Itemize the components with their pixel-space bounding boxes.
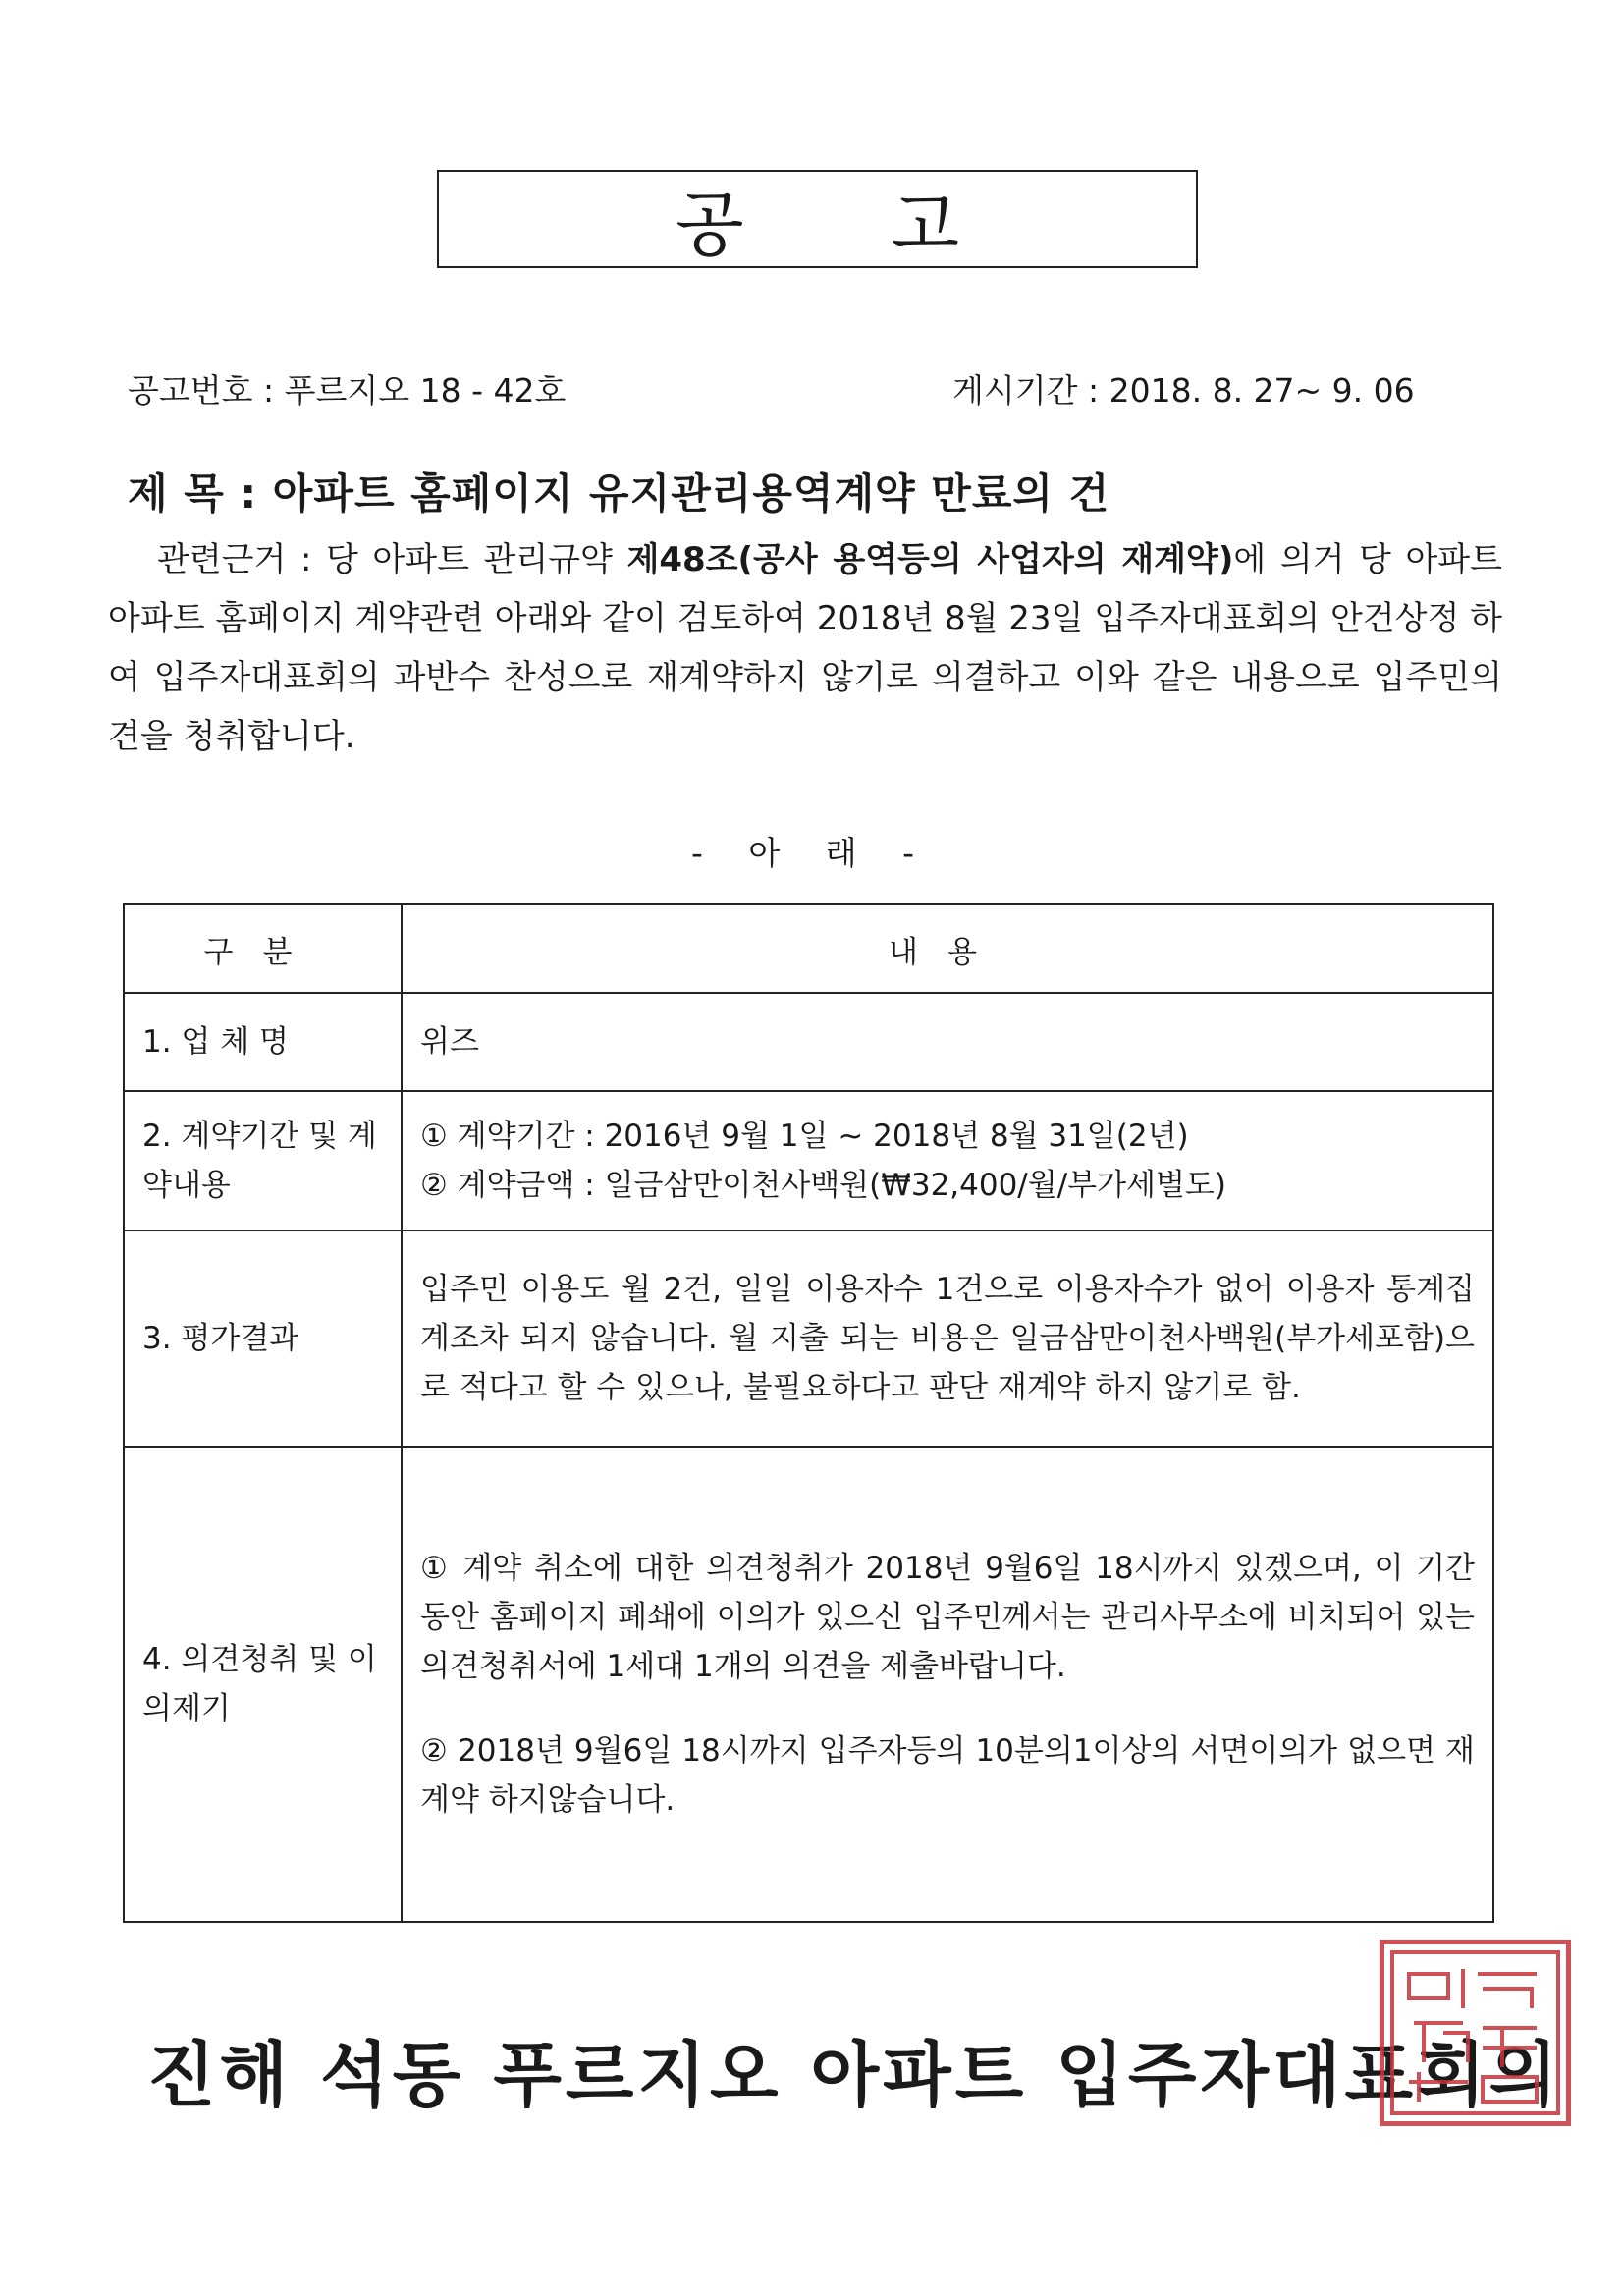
table-header-row bbox=[124, 904, 1493, 993]
contract-amount-line: ② 계약금액 : 일금삼만이천사백원(₩32,400/월/부가세별도) bbox=[420, 1168, 1226, 1203]
details-table bbox=[123, 903, 1494, 1923]
row-content: 위즈 bbox=[402, 993, 1493, 1091]
seal-pattern-icon bbox=[1384, 1944, 1566, 2121]
table-row bbox=[124, 1230, 1493, 1447]
opinion-paragraph-1: ① 계약 취소에 대한 의견청취가 2018년 9월6일 18시까지 있겠으며, 이 기간 동안 홈페이지 폐쇄에 이의가 있으신 입주민께서는 관리사무소에 비치되어 있는 의견청취서에 1세대 1개의 의견을 제출바랍니다. bbox=[420, 1551, 1475, 1684]
basis-body: 에 의거 당 아파트 아파트 홈페이지 계약관련 아래와 같이 검토하여 2018년 8월 23일 입주자대표회의 안건상정 하여 입주자대표회의 과반수 찬성으로 재계약하지 않기로 의결하고 이와 같은 내용으로 입주민의견을 청취합니다. bbox=[108, 540, 1502, 756]
table-row bbox=[124, 1091, 1493, 1230]
basis-prefix: 관련근거 : 당 아파트 관리규약 bbox=[157, 540, 627, 579]
posting-period: 게시기간 : 2018. 8. 27~ 9. 06 bbox=[952, 371, 1415, 410]
issuer-name: 진해 석동 푸르지오 아파트 입주자대표회의 bbox=[147, 2034, 1562, 2116]
row-category: 2. 계약기간 및 계약내용 bbox=[124, 1091, 402, 1230]
row-category: 4. 의견청취 및 이의제기 bbox=[124, 1447, 402, 1922]
below-label: - 아 래 - bbox=[690, 834, 933, 872]
subject-line: 제 목 : 아파트 홈페이지 유지관리용역계약 만료의 건 bbox=[128, 469, 1110, 518]
table-row bbox=[124, 993, 1493, 1091]
row-content bbox=[402, 1091, 1493, 1230]
row-content: 입주민 이용도 월 2건, 일일 이용자수 1건으로 이용자수가 없어 이용자 통계집계조차 되지 않습니다. 월 지출 되는 비용은 일금삼만이천사백원(부가세포함)으로 적다고 할 수 있으나, 불필요하다고 판단 재계약 하지 않기로 함. bbox=[402, 1230, 1493, 1447]
table-row bbox=[124, 1447, 1493, 1922]
official-seal-stamp bbox=[1380, 1940, 1571, 2126]
notice-title: 공고 bbox=[675, 184, 1108, 266]
opinion-paragraph-2: ② 2018년 9월6일 18시까지 입주자등의 10분의1이상의 서면이의가 없으면 재계약 하지않습니다. bbox=[420, 1733, 1475, 1818]
row-category: 1. 업 체 명 bbox=[124, 993, 402, 1091]
paragraph-gap bbox=[420, 1691, 1475, 1726]
title-box bbox=[437, 170, 1198, 268]
basis-article: 제48조(공사 용역등의 사업자의 재계약) bbox=[626, 540, 1234, 579]
header-content: 내용 bbox=[402, 904, 1493, 993]
notice-number: 공고번호 : 푸르지오 18 - 42호 bbox=[128, 371, 567, 410]
header-category: 구분 bbox=[124, 904, 402, 993]
contract-period-line: ① 계약기간 : 2016년 9월 1일 ~ 2018년 8월 31일(2년) bbox=[420, 1119, 1189, 1154]
basis-paragraph bbox=[108, 530, 1502, 766]
row-content bbox=[402, 1447, 1493, 1922]
row-category: 3. 평가결과 bbox=[124, 1230, 402, 1447]
